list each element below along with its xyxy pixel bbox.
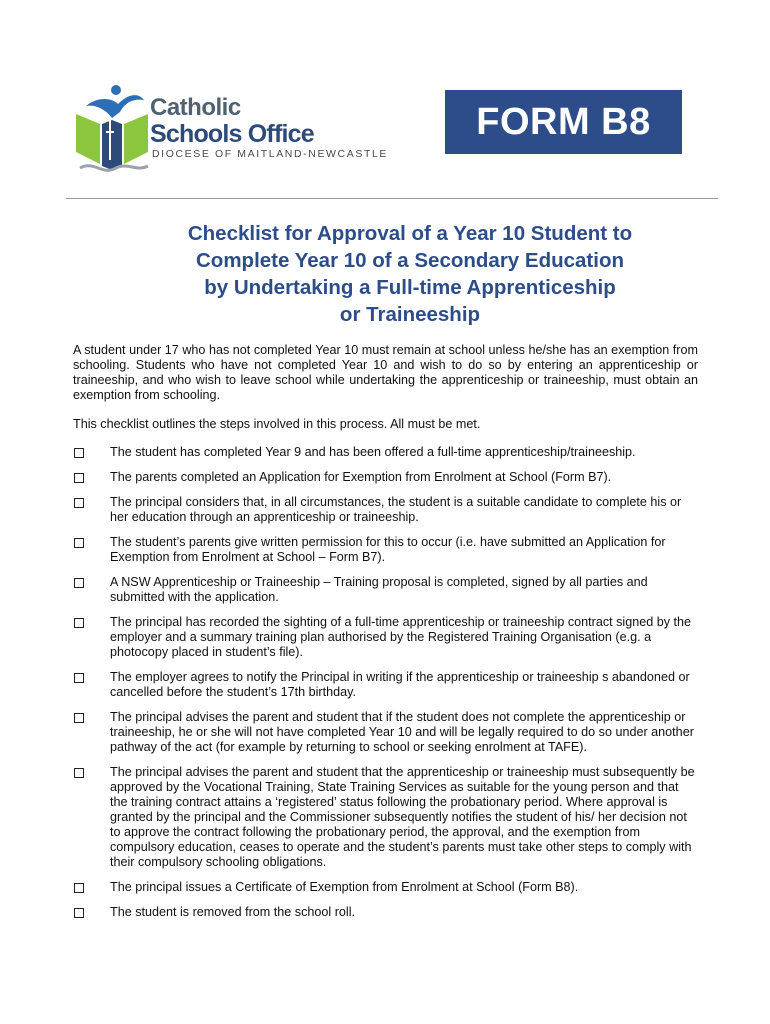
title-line: Checklist for Approval of a Year 10 Student to xyxy=(187,222,633,245)
checklist-item xyxy=(73,470,698,485)
checklist-item-text: A NSW Apprenticeship or Traineeship – Training proposal is completed, signed by all parties and submitted with the application. xyxy=(110,575,648,604)
checklist-item-text: The principal considers that, in all circumstances, the student is a suitable candidate to complete his or her education through an apprenticeship or traineeship. xyxy=(110,495,682,524)
checklist-item-text: The student is removed from the school roll. xyxy=(110,905,355,919)
checklist-item xyxy=(73,710,698,755)
checklist-item xyxy=(73,765,698,870)
logo xyxy=(72,80,412,180)
checklist-item xyxy=(73,575,698,605)
title-line: or Traineeship xyxy=(339,303,481,326)
outline-paragraph: This checklist outlines the steps involved in this process. All must be met. xyxy=(73,417,481,431)
page-title xyxy=(100,220,720,328)
checklist-item-text: The principal advises the parent and student that if the student does not complete the apprenticeship or traineeship, he or she will not have completed Year 10 and will be legally required to do so under another pathway of the act (for example by returning to school or seeking enrolment at TAFE). xyxy=(110,710,694,754)
checkbox[interactable] xyxy=(74,498,84,508)
intro-paragraph: A student under 17 who has not completed Year 10 must remain at school unless he/she has an exemption from schooling. Students who have not completed Year 10 and wish to do so by entering an apprenticeship or traineeship, and who wish to leave school while undertaking the apprenticeship or traineeship, must obtain an exemption from schooling. xyxy=(73,343,698,402)
title-line: Complete Year 10 of a Secondary Education xyxy=(196,249,624,272)
checkbox[interactable] xyxy=(74,908,84,918)
checklist-item-text: The employer agrees to notify the Principal in writing if the apprenticeship or traineeship s abandoned or cancelled before the student’s 17th birthday. xyxy=(110,670,690,699)
checkbox[interactable] xyxy=(74,578,84,588)
checklist-item xyxy=(73,670,698,700)
logo-line-schools-office: Schools Office xyxy=(150,120,314,148)
checkbox[interactable] xyxy=(74,448,84,458)
checkbox[interactable] xyxy=(74,473,84,483)
checklist-item-text: The parents completed an Application for Exemption from Enrolment at School (Form B7). xyxy=(110,470,612,484)
checklist-item-text: The student’s parents give written permission for this to occur (i.e. have submitted an Application for Exemption from Enrolment at School – Form B7). xyxy=(110,535,666,564)
form-label-badge: FORM B8 xyxy=(445,90,682,154)
title-line: by Undertaking a Full-time Apprenticeship xyxy=(204,276,616,299)
checklist-item-text: The student has completed Year 9 and has been offered a full-time apprenticeship/traineeship. xyxy=(110,445,636,459)
checkbox[interactable] xyxy=(74,538,84,548)
checkbox[interactable] xyxy=(74,618,84,628)
checklist-item xyxy=(73,615,698,660)
logo-line-diocese: DIOCESE OF MAITLAND-NEWCASTLE xyxy=(152,148,389,160)
checklist-item-text: The principal issues a Certificate of Exemption from Enrolment at School (Form B8). xyxy=(110,880,579,894)
checklist-item-text: The principal advises the parent and student that the apprenticeship or traineeship must subsequently be approved by the Vocational Training, State Training Services as suitable for the young person and that the training contract attains a ‘registered’ status following the probationary period. Where approval is granted by the principal and the Commissioner subsequently notifies the student of his/ her decision not to approve the contract following the probationary period, the approval, and the exemption from compulsory education, ceases to operate and the student’s parents must take other steps to comply with their compulsory schooling obligations. xyxy=(110,765,695,869)
logo-line-catholic: Catholic xyxy=(150,94,241,121)
checkbox[interactable] xyxy=(74,673,84,683)
checklist-item xyxy=(73,445,698,460)
checkbox[interactable] xyxy=(74,883,84,893)
checklist-item xyxy=(73,905,698,920)
checklist-item xyxy=(73,880,698,895)
checklist xyxy=(73,445,698,920)
header-divider xyxy=(66,198,718,199)
checklist-item-text: The principal has recorded the sighting of a full-time apprenticeship or traineeship contract signed by the employer and a summary training plan authorised by the Registered Training Organisation (e.g. a photocopy placed in student’s file). xyxy=(110,615,692,659)
checklist-item xyxy=(73,495,698,525)
catholic-schools-office-emblem-icon xyxy=(72,80,152,180)
checkbox[interactable] xyxy=(74,768,84,778)
checklist-item xyxy=(73,535,698,565)
checkbox[interactable] xyxy=(74,713,84,723)
